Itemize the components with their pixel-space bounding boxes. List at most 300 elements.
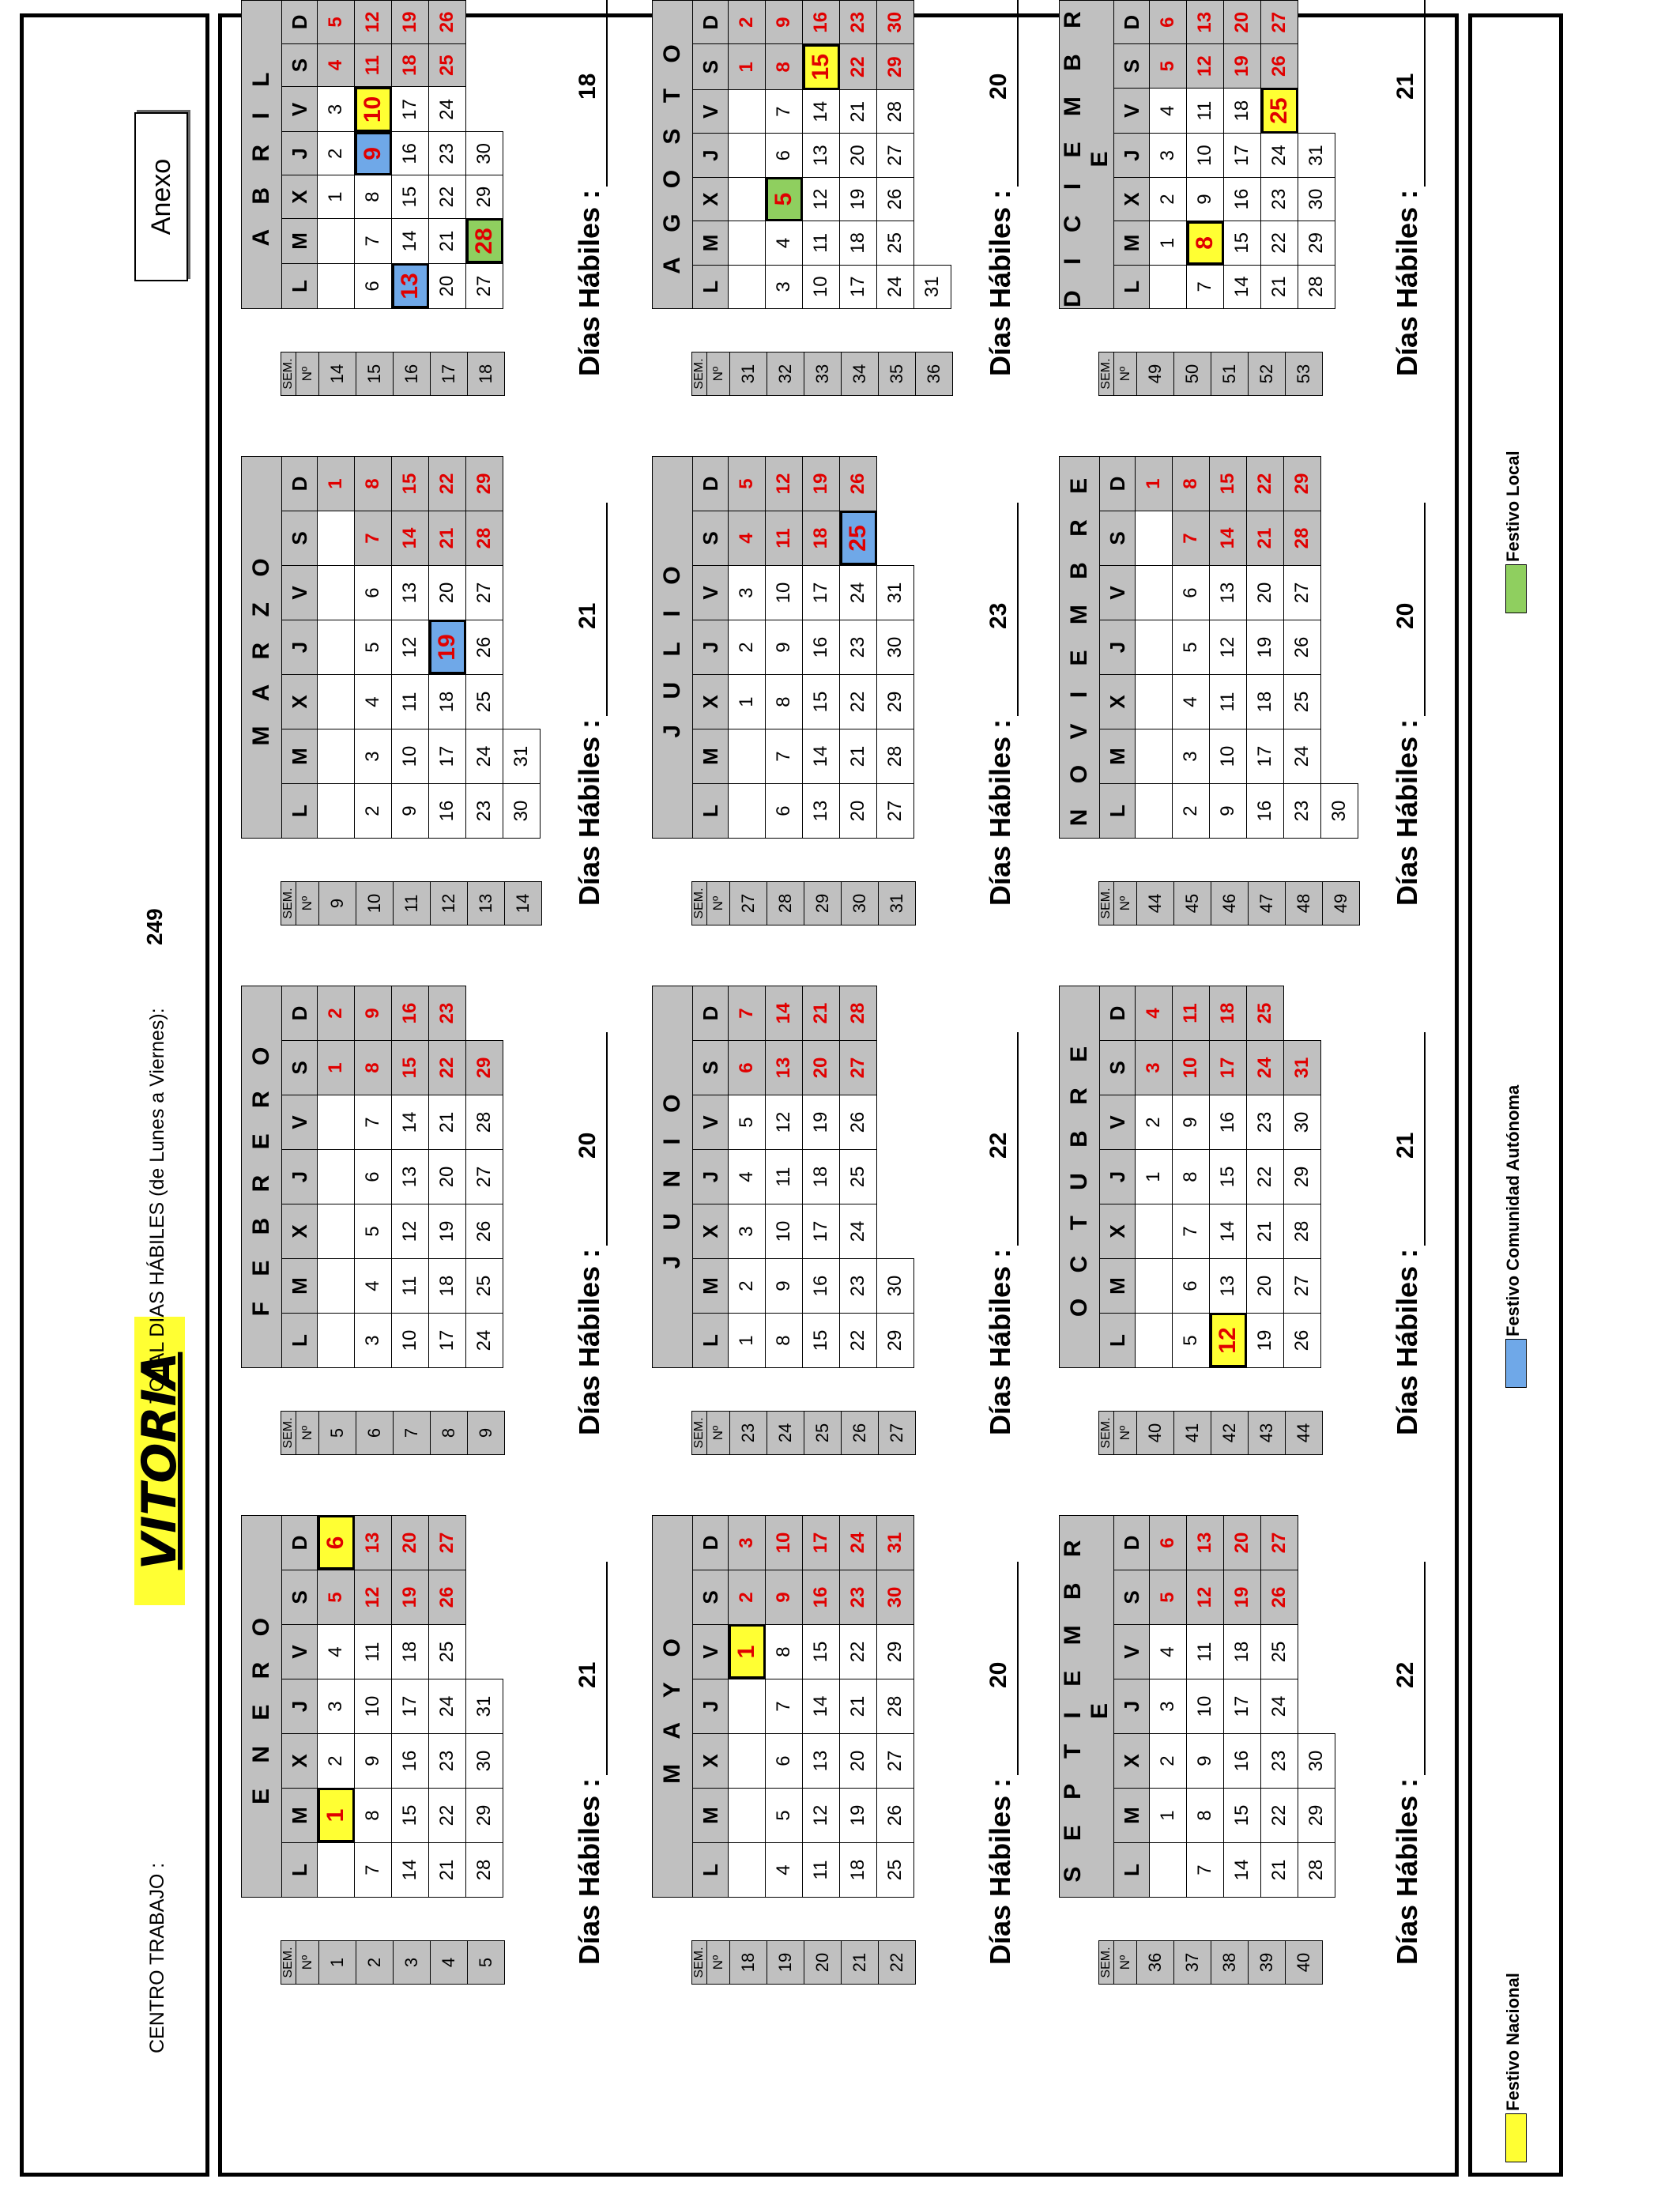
day-cell: 3: [355, 729, 392, 784]
day-cell: 19: [803, 1095, 840, 1150]
blank-cell: [1321, 566, 1358, 620]
weekday-header: X: [693, 1204, 729, 1259]
weekday-header: V: [282, 1095, 318, 1150]
day-cell: 28: [877, 729, 914, 784]
day-cell: 29: [1284, 457, 1321, 511]
day-cell: 31: [466, 1679, 503, 1734]
day-cell: 9: [1187, 1734, 1224, 1789]
day-cell: 31: [877, 1516, 914, 1570]
empty-cell: [318, 729, 355, 784]
day-cell: 13: [392, 1150, 429, 1204]
day-cell: 23: [466, 784, 503, 839]
legend-swatch-loc: [1505, 564, 1527, 613]
day-cell: 6: [355, 263, 392, 308]
day-cell: 17: [1210, 1041, 1247, 1095]
weekday-header: L: [693, 1843, 729, 1898]
empty-cell: [729, 265, 766, 308]
day-cell: 29: [466, 1789, 503, 1843]
week-numbers: [691, 352, 953, 396]
legend-label-loc: Festivo Local: [1503, 450, 1523, 562]
week-numbers: [281, 1411, 505, 1455]
week-number: 7: [394, 1412, 431, 1455]
weekday-header: D: [1100, 986, 1136, 1041]
legend-swatch-aut: [1505, 1339, 1527, 1388]
day-cell: 23: [1284, 784, 1321, 839]
dias-habiles-value: 21: [574, 602, 601, 629]
day-cell: 5: [355, 620, 392, 675]
empty-cell: [1136, 620, 1173, 675]
day-cell: 5: [729, 457, 766, 511]
weekday-header: L: [282, 1314, 318, 1368]
day-cell: 16: [803, 1, 840, 44]
day-cell: 6: [766, 1734, 803, 1789]
week-number: 11: [394, 882, 431, 925]
week-number: 25: [804, 1412, 842, 1455]
day-cell: 13: [392, 566, 429, 620]
day-cell: 24: [840, 1204, 877, 1259]
empty-cell: [1136, 1259, 1173, 1314]
weekday-header: X: [693, 675, 729, 729]
header-frame: [20, 13, 209, 2177]
day-cell: 16: [1210, 1095, 1247, 1150]
week-numbers: [691, 881, 916, 925]
week-number: 50: [1174, 352, 1211, 396]
day-cell: 12: [355, 1570, 392, 1625]
blank-cell: [914, 134, 951, 177]
blank-cell: [877, 1095, 914, 1150]
sem-header: SEM.: [1099, 1412, 1114, 1455]
month-name: D I C I E M B R E: [1060, 2, 1113, 307]
day-cell: 27: [466, 566, 503, 620]
day-cell: 12: [766, 457, 803, 511]
blank-cell: [877, 457, 914, 511]
day-cell: 11: [1173, 986, 1210, 1041]
day-cell: 24: [466, 729, 503, 784]
weekday-header: D: [282, 457, 318, 511]
day-cell: 20: [1224, 1516, 1261, 1570]
day-cell: 29: [877, 44, 914, 90]
week-number: 4: [431, 1941, 468, 1985]
week-number: 40: [1286, 1941, 1323, 1985]
weekday-header: L: [1114, 265, 1150, 308]
week-number: 42: [1211, 1412, 1249, 1455]
weekday-header: D: [693, 457, 729, 511]
day-cell: 21: [803, 986, 840, 1041]
day-cell: 26: [1284, 1314, 1321, 1368]
day-cell: 23: [840, 1570, 877, 1625]
empty-cell: [318, 1204, 355, 1259]
month-name: M A Y O: [653, 1516, 693, 1898]
day-cell: 7: [1173, 511, 1210, 566]
day-cell: 14: [392, 511, 429, 566]
week-number: 53: [1286, 352, 1323, 396]
day-cell: 17: [1247, 729, 1284, 784]
day-cell: 25: [429, 43, 466, 87]
day-cell: 28: [1298, 1843, 1335, 1898]
day-cell: 2: [318, 1734, 355, 1789]
blank-cell: [466, 1, 503, 44]
empty-cell: [729, 784, 766, 839]
week-number: 48: [1286, 882, 1323, 925]
day-cell: 1: [318, 175, 355, 219]
weekday-header: D: [1114, 1516, 1150, 1570]
day-cell: 22: [1247, 457, 1284, 511]
day-cell: 27: [840, 1041, 877, 1095]
week-number: 27: [730, 882, 767, 925]
dias-habiles-label: Días Hábiles :: [1391, 718, 1423, 906]
day-cell: 16: [803, 1570, 840, 1625]
weekday-header: X: [1100, 1204, 1136, 1259]
dias-habiles-value: 21: [574, 1661, 601, 1688]
weekday-header: M: [1114, 221, 1150, 265]
empty-cell: [729, 1843, 766, 1898]
day-cell: 30: [877, 1570, 914, 1625]
day-cell: 31: [914, 265, 951, 308]
day-cell: 2: [729, 1259, 766, 1314]
day-cell: 3: [355, 1314, 392, 1368]
week-number: 44: [1286, 1412, 1323, 1455]
day-cell: 15: [1210, 457, 1247, 511]
day-cell: 9: [355, 1734, 392, 1789]
day-cell: 9: [1187, 177, 1224, 221]
day-cell: 18: [392, 43, 429, 87]
day-cell: 27: [466, 1150, 503, 1204]
day-cell: 3: [766, 265, 803, 308]
day-cell: 14: [803, 1679, 840, 1734]
day-cell: 10: [1187, 1679, 1224, 1734]
week-number: 33: [804, 352, 842, 396]
dias-habiles-value: 22: [1392, 1661, 1418, 1688]
blank-cell: [1298, 1516, 1335, 1570]
blank-cell: [877, 986, 914, 1041]
day-cell: 9: [355, 986, 392, 1041]
day-cell: 20: [803, 1041, 840, 1095]
week-number: 1: [319, 1941, 356, 1985]
weekday-header: M: [1100, 1259, 1136, 1314]
day-cell: 28: [466, 511, 503, 566]
month-name: A G O S T O: [653, 1, 693, 309]
blank-cell: [503, 511, 541, 566]
weekday-header: J: [282, 1150, 318, 1204]
week-number: 27: [879, 1412, 916, 1455]
day-cell: 26: [466, 620, 503, 675]
week-number: 10: [356, 882, 394, 925]
week-number: 9: [468, 1412, 505, 1455]
day-cell: 30: [466, 132, 503, 175]
day-cell: 7: [766, 729, 803, 784]
day-cell: 26: [840, 1095, 877, 1150]
blank-cell: [1321, 729, 1358, 784]
dias-habiles-line: [606, 1032, 608, 1246]
day-cell: 2: [1136, 1095, 1173, 1150]
blank-cell: [466, 1570, 503, 1625]
day-cell: 2: [355, 784, 392, 839]
month-name: E N E R O: [242, 1516, 282, 1898]
day-cell: 28: [840, 986, 877, 1041]
day-cell: 18: [392, 1625, 429, 1679]
dias-habiles-label: Días Hábiles :: [1391, 1777, 1423, 1965]
day-cell: 3: [1150, 134, 1187, 177]
day-cell: 29: [1298, 1789, 1335, 1843]
week-number: 16: [394, 352, 431, 396]
blank-cell: [1298, 1679, 1335, 1734]
empty-cell: [318, 1314, 355, 1368]
month-name: N O V I E M B R E: [1060, 457, 1100, 839]
total-label: TOTAL DIAS HÁBILES (de Lunes a Viernes):: [146, 1008, 168, 1404]
week-number: 40: [1137, 1412, 1174, 1455]
day-cell: 9: [766, 1570, 803, 1625]
blank-cell: [503, 675, 541, 729]
day-cell: 1: [729, 1625, 766, 1679]
day-cell: 7: [1187, 1843, 1224, 1898]
day-cell: 1: [729, 44, 766, 90]
sem-header-n: Nº: [707, 882, 730, 925]
day-cell: 13: [803, 784, 840, 839]
day-cell: 9: [355, 132, 392, 175]
empty-cell: [318, 511, 355, 566]
day-cell: 12: [803, 177, 840, 221]
day-cell: 7: [355, 218, 392, 263]
weekday-header: M: [282, 218, 318, 263]
week-numbers: [1098, 1411, 1323, 1455]
sem-header: SEM.: [281, 352, 296, 396]
day-cell: 28: [466, 1843, 503, 1898]
dias-habiles-line: [1424, 1562, 1426, 1775]
day-cell: 1: [1136, 457, 1173, 511]
week-number: 31: [879, 882, 916, 925]
dias-habiles-label: Días Hábiles :: [984, 718, 1016, 906]
weekday-header: L: [1100, 1314, 1136, 1368]
weekday-header: D: [693, 986, 729, 1041]
day-cell: 11: [392, 1259, 429, 1314]
day-cell: 6: [766, 784, 803, 839]
weekday-header: D: [693, 1516, 729, 1570]
week-number: 18: [468, 352, 505, 396]
day-cell: 18: [1224, 1625, 1261, 1679]
day-cell: 20: [1247, 1259, 1284, 1314]
day-cell: 13: [1210, 566, 1247, 620]
day-cell: 1: [318, 1789, 355, 1843]
blank-cell: [877, 1041, 914, 1095]
day-cell: 16: [803, 1259, 840, 1314]
day-cell: 14: [1224, 1843, 1261, 1898]
day-cell: 8: [766, 675, 803, 729]
day-cell: 16: [392, 132, 429, 175]
day-cell: 8: [1173, 1150, 1210, 1204]
day-cell: 7: [1187, 265, 1224, 308]
empty-cell: [729, 729, 766, 784]
day-cell: 14: [392, 1843, 429, 1898]
blank-cell: [466, 1516, 503, 1570]
day-cell: 12: [1187, 44, 1224, 88]
day-cell: 10: [392, 729, 429, 784]
day-cell: 20: [429, 263, 466, 308]
day-cell: 2: [729, 1, 766, 44]
day-cell: 10: [1187, 134, 1224, 177]
week-number: 49: [1137, 352, 1174, 396]
day-cell: 16: [429, 784, 466, 839]
sem-header-n: Nº: [1114, 352, 1137, 396]
day-cell: 17: [392, 87, 429, 132]
day-cell: 17: [429, 1314, 466, 1368]
day-cell: 17: [840, 265, 877, 308]
day-cell: 4: [766, 1843, 803, 1898]
empty-cell: [318, 675, 355, 729]
day-cell: 29: [466, 457, 503, 511]
day-cell: 9: [1210, 784, 1247, 839]
day-cell: 19: [803, 457, 840, 511]
sem-header: SEM.: [1099, 352, 1114, 396]
blank-cell: [1298, 88, 1335, 134]
weekday-header: X: [282, 1204, 318, 1259]
weekday-header: S: [693, 44, 729, 90]
empty-cell: [729, 134, 766, 177]
week-number: 47: [1249, 882, 1286, 925]
empty-cell: [1136, 675, 1173, 729]
week-numbers: [691, 1411, 916, 1455]
day-cell: 25: [840, 511, 877, 566]
dias-habiles-label: Días Hábiles :: [1391, 189, 1423, 376]
weekday-header: D: [1114, 1, 1150, 44]
day-cell: 8: [355, 1789, 392, 1843]
day-cell: 11: [803, 1843, 840, 1898]
week-number: 31: [730, 352, 767, 396]
day-cell: 4: [1150, 1625, 1187, 1679]
day-cell: 20: [392, 1516, 429, 1570]
weekday-header: D: [693, 1, 729, 44]
month-calendar: [1059, 1515, 1335, 1898]
day-cell: 21: [1261, 265, 1298, 308]
day-cell: 8: [1187, 1789, 1224, 1843]
day-cell: 11: [1187, 88, 1224, 134]
empty-cell: [729, 1734, 766, 1789]
blank-cell: [503, 566, 541, 620]
week-number: 43: [1249, 1412, 1286, 1455]
day-cell: 2: [1150, 1734, 1187, 1789]
blank-cell: [877, 1150, 914, 1204]
day-cell: 28: [877, 90, 914, 134]
weekday-header: V: [1100, 566, 1136, 620]
day-cell: 17: [1224, 1679, 1261, 1734]
day-cell: 28: [1284, 511, 1321, 566]
day-cell: 26: [429, 1570, 466, 1625]
blank-cell: [1298, 1, 1335, 44]
empty-cell: [1150, 265, 1187, 308]
dias-habiles-label: Días Hábiles :: [573, 1248, 605, 1435]
weekday-header: D: [282, 1516, 318, 1570]
blank-cell: [466, 43, 503, 87]
day-cell: 16: [803, 620, 840, 675]
day-cell: 30: [877, 1259, 914, 1314]
sem-header-n: Nº: [1114, 1941, 1137, 1985]
weekday-header: J: [693, 620, 729, 675]
day-cell: 4: [1150, 88, 1187, 134]
day-cell: 26: [1261, 1570, 1298, 1625]
day-cell: 11: [766, 511, 803, 566]
day-cell: 29: [877, 675, 914, 729]
day-cell: 4: [1136, 986, 1173, 1041]
blank-cell: [914, 44, 951, 90]
weekday-header: L: [282, 1843, 318, 1898]
blank-cell: [1298, 1625, 1335, 1679]
day-cell: 8: [355, 457, 392, 511]
week-number: 2: [356, 1941, 394, 1985]
day-cell: 28: [1298, 265, 1335, 308]
day-cell: 26: [466, 1204, 503, 1259]
day-cell: 19: [840, 177, 877, 221]
day-cell: 19: [1224, 44, 1261, 88]
week-number: 5: [468, 1941, 505, 1985]
blank-cell: [1298, 44, 1335, 88]
sem-header-n: Nº: [296, 1941, 319, 1985]
day-cell: 22: [1247, 1150, 1284, 1204]
day-cell: 10: [392, 1314, 429, 1368]
weekday-header: S: [1114, 44, 1150, 88]
day-cell: 17: [1224, 134, 1261, 177]
dias-habiles-value: 20: [985, 1661, 1011, 1688]
weekday-header: S: [282, 1570, 318, 1625]
legend-label-nac: Festivo Nacional: [1503, 1973, 1523, 2111]
day-cell: 7: [729, 986, 766, 1041]
day-cell: 30: [1298, 177, 1335, 221]
day-cell: 14: [803, 90, 840, 134]
day-cell: 15: [803, 675, 840, 729]
sem-header: SEM.: [692, 882, 707, 925]
dias-habiles-line: [1017, 1562, 1019, 1775]
day-cell: 18: [429, 1259, 466, 1314]
day-cell: 5: [318, 1570, 355, 1625]
dias-habiles-label: Días Hábiles :: [573, 1777, 605, 1965]
week-number: 34: [842, 352, 879, 396]
blank-cell: [466, 1625, 503, 1679]
day-cell: 23: [429, 1734, 466, 1789]
weekday-header: X: [282, 1734, 318, 1789]
day-cell: 4: [766, 221, 803, 265]
week-number: 41: [1174, 1412, 1211, 1455]
day-cell: 13: [803, 1734, 840, 1789]
empty-cell: [729, 177, 766, 221]
day-cell: 6: [355, 1150, 392, 1204]
day-cell: 10: [766, 1204, 803, 1259]
empty-cell: [318, 784, 355, 839]
blank-cell: [1284, 986, 1321, 1041]
day-cell: 19: [392, 1, 429, 44]
week-number: 21: [842, 1941, 879, 1985]
empty-cell: [318, 1150, 355, 1204]
empty-cell: [1136, 1204, 1173, 1259]
day-cell: 15: [392, 1789, 429, 1843]
empty-cell: [1136, 729, 1173, 784]
month-calendar: [1059, 0, 1335, 309]
week-number: 17: [431, 352, 468, 396]
day-cell: 21: [840, 90, 877, 134]
day-cell: 1: [1150, 221, 1187, 265]
blank-cell: [1321, 620, 1358, 675]
day-cell: 31: [503, 729, 541, 784]
day-cell: 14: [803, 729, 840, 784]
month-calendar: [241, 1515, 503, 1898]
week-number: 36: [916, 352, 953, 396]
week-number: 46: [1211, 882, 1249, 925]
day-cell: 8: [766, 44, 803, 90]
day-cell: 23: [840, 1259, 877, 1314]
day-cell: 12: [392, 620, 429, 675]
weekday-header: V: [1114, 88, 1150, 134]
day-cell: 15: [1210, 1150, 1247, 1204]
weekday-header: J: [693, 1150, 729, 1204]
day-cell: 24: [1284, 729, 1321, 784]
day-cell: 5: [766, 177, 803, 221]
